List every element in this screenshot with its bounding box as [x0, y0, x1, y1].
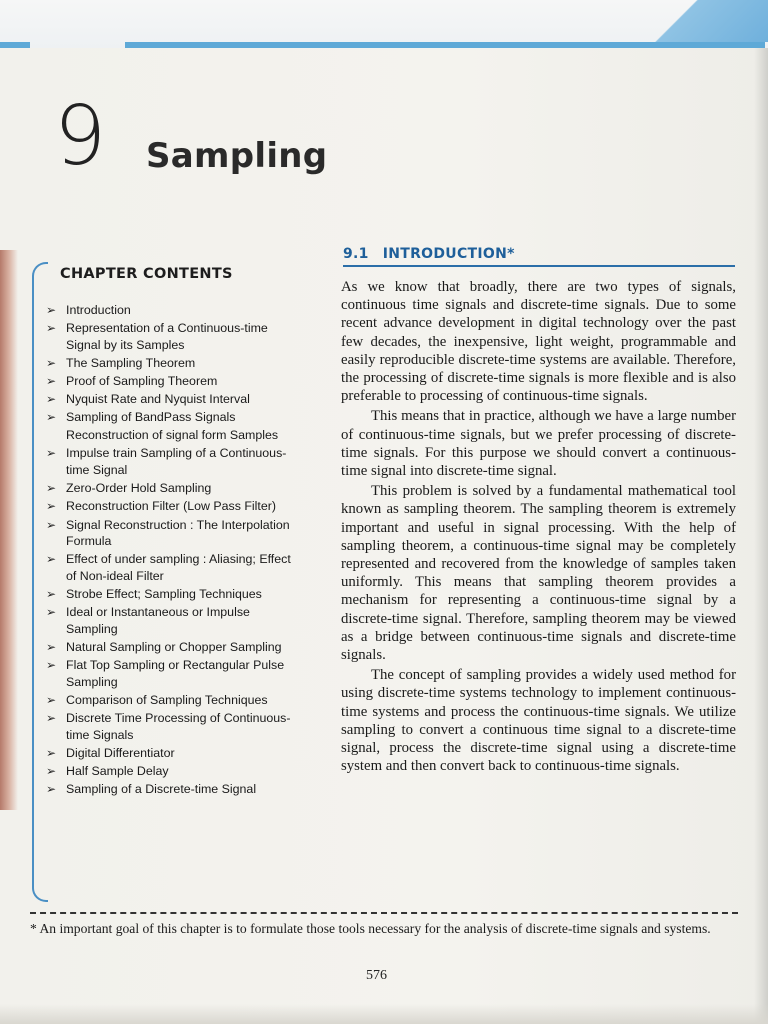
arrow-bullet-icon: ➢: [46, 392, 57, 407]
chapter-number: 9: [54, 89, 107, 184]
list-item: ➢ Introduction: [46, 303, 131, 317]
arrow-bullet-icon: ➢: [46, 640, 57, 655]
arrow-bullet-icon: ➢: [46, 499, 57, 514]
arrow-bullet-icon: ➢: [46, 711, 57, 726]
page-edge-right: [754, 48, 768, 1024]
list-item: ➢ Impulse train Sampling of a Continuous-time Signal: [46, 446, 287, 478]
paragraph: As we know that broadly, there are two types of signals, continuous time signals and discrete-time signals. Due to some recent advance development in digital technology over the past few decades, the inexpensive, light weight, programmable and easily reproducible discrete-time systems are available. Therefore, the processing of discrete-time signals is more flexible and is also preferable to processing of continuous-time signals.: [341, 279, 736, 405]
section-title: INTRODUCTION*: [382, 246, 515, 262]
page-number: 576: [366, 968, 387, 983]
list-item: ➢ Discrete Time Processing of Continuous-time Signals: [46, 711, 291, 743]
list-item: ➢ The Sampling Theorem: [46, 355, 196, 370]
paragraph: The concept of sampling provides a widely used method for using discrete-time systems technology to implement continuous-time systems and process the continuous-time signals. We utilize sampling to convert a continuous time signal to a discrete-time signal, process the discrete-time signal using a discrete-time system and then convert back to continuous-time signals.: [341, 667, 736, 775]
footnote: * An important goal of this chapter is to formulate those tools necessary for the analysis of discrete-time signals and systems.: [30, 921, 711, 936]
page-header-band: [0, 0, 768, 48]
list-item: ➢ Effect of under sampling : Aliasing; Effect of Non-ideal Filter: [46, 552, 291, 584]
header-rule-right: [125, 42, 765, 48]
paragraph: This problem is solved by a fundamental mathematical tool known as sampling theorem. The sampling theorem is extremely important and useful in signal processing. With the help of sampling theorem, a continuous-time signal may be completely represented and recovered from the knowledge of samples taken uniformly. This means that sampling theorem provides a mechanism for representing a continuous-time signal by a discrete-time signal. Therefore, sampling theorem may be viewed as a bridge between continuous-time signals and discrete-time signals.: [341, 483, 736, 664]
contents-list: [44, 302, 300, 800]
arrow-bullet-icon: ➢: [46, 517, 57, 532]
contents-heading: CHAPTER CONTENTS: [60, 266, 233, 282]
chapter-contents-box: [30, 258, 298, 898]
arrow-bullet-icon: ➢: [46, 374, 57, 389]
arrow-bullet-icon: ➢: [46, 746, 57, 761]
list-item: ➢ Representation of a Continuous-time Signal by its Samples: [46, 321, 268, 352]
list-item: ➢ Digital Differentiator: [46, 746, 175, 761]
arrow-bullet-icon: ➢: [46, 446, 57, 461]
arrow-bullet-icon: ➢: [46, 355, 57, 370]
body-text: [341, 278, 736, 777]
list-item: ➢ Comparison of Sampling Techniques: [46, 693, 268, 708]
section-number: 9.1: [343, 246, 369, 262]
page-edge-bottom: [0, 1004, 768, 1024]
section-heading: [343, 246, 735, 267]
list-item: ➢ Ideal or Instantaneous or Impulse Sampling: [46, 605, 250, 637]
list-item: ➢ Half Sample Delay: [46, 764, 169, 779]
list-item: ➢ Signal Reconstruction : The Interpolation Formula: [46, 517, 290, 549]
list-item: ➢ Natural Sampling or Chopper Sampling: [46, 640, 282, 655]
list-item: ➢ Sampling of a Discrete-time Signal: [46, 782, 257, 797]
arrow-bullet-icon: ➢: [46, 693, 57, 708]
paragraph: This means that in practice, although we have a large number of continuous-time signals, but we prefer processing of discrete-time signals. For this purpose we should convert a continuous-time signal into discrete-time signal.: [341, 408, 736, 480]
footnote-divider: [30, 912, 738, 914]
list-item: ➢ Sampling of BandPass Signals: [46, 410, 236, 425]
arrow-bullet-icon: ➢: [46, 658, 57, 673]
arrow-bullet-icon: ➢: [46, 321, 57, 336]
list-item: ➢ Flat Top Sampling or Rectangular Pulse Sampling: [46, 658, 285, 690]
arrow-bullet-icon: ➢: [46, 481, 57, 496]
list-item: ➢ Strobe Effect; Sampling Techniques: [46, 587, 262, 602]
arrow-bullet-icon: ➢: [46, 303, 57, 317]
arrow-bullet-icon: ➢: [46, 552, 57, 567]
list-item: ➢ Nyquist Rate and Nyquist Interval: [46, 392, 250, 407]
list-item: ➢ Proof of Sampling Theorem: [46, 374, 218, 389]
list-item: Reconstruction of signal form Samples: [66, 428, 279, 443]
arrow-bullet-icon: ➢: [46, 605, 57, 620]
chapter-title: Sampling: [146, 136, 328, 176]
list-item: ➢ Zero-Order Hold Sampling: [46, 481, 212, 496]
arrow-bullet-icon: ➢: [46, 782, 57, 797]
arrow-bullet-icon: ➢: [46, 410, 57, 425]
finger-shadow: [0, 250, 18, 810]
corner-decoration: [648, 0, 768, 42]
arrow-bullet-icon: ➢: [46, 587, 57, 602]
header-rule-left: [0, 42, 30, 48]
list-item: ➢ Reconstruction Filter (Low Pass Filter): [46, 499, 277, 514]
arrow-bullet-icon: ➢: [46, 764, 57, 779]
